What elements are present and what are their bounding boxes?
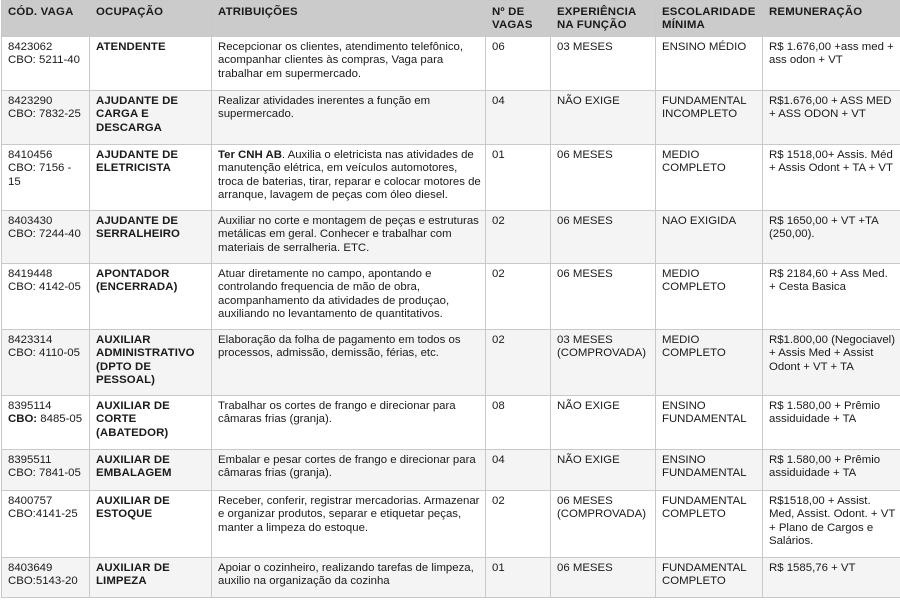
vacancy-code: 8410456 — [8, 148, 53, 161]
experience-cell: 06 MESES (COMPROVADA) — [551, 490, 656, 557]
occupation-cell: AUXILIAR DE EMBALAGEM — [90, 449, 212, 490]
salary-cell: R$ 1585,76 + VT — [763, 557, 900, 597]
vacancy-code: 8423314 — [8, 333, 53, 346]
education-cell: MEDIO COMPLETO — [656, 263, 763, 329]
experience-cell: NÃO EXIGE — [551, 449, 656, 490]
experience-cell: 06 MESES — [551, 263, 656, 329]
salary-cell: R$1.800,00 (Negociavel) + Assis Med + Assist Odont + VT + TA — [763, 329, 900, 395]
education-cell: MEDIO COMPLETO — [656, 329, 763, 395]
vacancy-code-cell — [2, 144, 90, 210]
vacancy-code: 8395114 — [8, 399, 52, 412]
cbo-value: 5143-20 — [35, 575, 78, 588]
vacancies-cell: 02 — [486, 263, 551, 329]
table-row — [2, 36, 900, 90]
occupation-cell: AUXILIAR ADMINISTRATIVO (DPTO DE PESSOAL) — [90, 329, 212, 395]
duties-cell — [212, 90, 486, 144]
occupation-cell: AUXILIAR DE CORTE (ABATEDOR) — [90, 395, 212, 449]
duties-text: Recepcionar os clientes, atendimento telefônico, acompanhar clientes às compras, Vaga para trabalhar em supermercado. — [218, 40, 464, 80]
salary-cell: R$ 1.676,00 +ass med + ass odon + VT — [763, 36, 900, 90]
education-cell: FUNDAMENTAL COMPLETO — [656, 490, 763, 557]
duties-cell — [212, 449, 486, 490]
vacancy-code-cell — [2, 490, 90, 557]
duties-cell — [212, 329, 486, 395]
cbo-code — [8, 347, 85, 360]
cbo-label: CBO: — [8, 413, 38, 426]
cbo-value: 4110-05 — [35, 347, 80, 360]
experience-cell: NÃO EXIGE — [551, 395, 656, 449]
experience-cell: 06 MESES — [551, 144, 656, 210]
experience-cell: 03 MESES (COMPROVADA) — [551, 329, 656, 395]
vacancy-code: 8395511 — [8, 453, 52, 466]
cbo-label: CBO: — [8, 54, 36, 67]
vacancy-code-cell — [2, 36, 90, 90]
vacancy-code-cell — [2, 263, 90, 329]
cbo-value: 4141-25 — [35, 508, 78, 521]
vacancies-cell: 02 — [486, 210, 551, 263]
duties-text: Elaboração da folha de pagamento em todos os processos, admissão, demissão, férias, etc. — [218, 333, 461, 360]
duties-cell — [212, 557, 486, 597]
cbo-value: 8485-05 — [37, 413, 83, 426]
cbo-value: 7156 - 15 — [8, 162, 72, 188]
salary-cell: R$ 1.580,00 + Prêmio assiduidade + TA — [763, 449, 900, 490]
salary-cell: R$ 1518,00+ Assis. Méd + Assis Odont + TA + VT — [763, 144, 900, 210]
header-vagas: Nº DE VAGAS — [486, 1, 551, 37]
cbo-code — [8, 467, 85, 480]
cbo-code — [8, 281, 85, 294]
table-row — [2, 329, 900, 395]
vacancy-code: 8400757 — [8, 494, 53, 507]
cbo-value: 4142-05 — [35, 281, 81, 294]
duties-text: Apoiar o cozinheiro, realizando tarefas de limpeza, auxilio na organização da cozinha — [218, 561, 474, 588]
occupation-cell: AUXILIAR DE ESTOQUE — [90, 490, 212, 557]
header-remuneracao: REMUNERAÇÃO — [763, 1, 900, 37]
vacancies-cell: 01 — [486, 144, 551, 210]
vacancy-code-cell — [2, 90, 90, 144]
education-cell: MEDIO COMPLETO — [656, 144, 763, 210]
experience-cell: NÃO EXIGE — [551, 90, 656, 144]
cbo-value: 7841-05 — [35, 467, 81, 480]
header-experiencia: EXPERIÊNCIA NA FUNÇÃO — [551, 1, 656, 37]
header-ocupacao: OCUPAÇÃO — [90, 1, 212, 37]
education-cell: ENSINO MÉDIO — [656, 36, 763, 90]
duties-cell — [212, 36, 486, 90]
vacancy-code-cell — [2, 449, 90, 490]
cbo-label: CBO: — [8, 108, 36, 121]
cbo-label: CBO: — [8, 162, 36, 175]
occupation-cell: ATENDENTE — [90, 36, 212, 90]
cbo-label: CBO: — [8, 281, 36, 294]
cbo-code — [8, 54, 85, 67]
salary-cell: R$1.676,00 + ASS MED + ASS ODON + VT — [763, 90, 900, 144]
cbo-code — [8, 228, 85, 241]
cbo-code — [8, 413, 85, 426]
duties-text: . Auxilia o eletricista nas atividades de manutenção elétrica, em veículos automotores, troca de baterias, tirar, reparar e colocar motores de arranque, lavagem de peças com óleo diesel. — [218, 148, 481, 202]
vacancy-code-cell — [2, 557, 90, 597]
table-row — [2, 557, 900, 597]
cbo-label: CBO: — [8, 467, 36, 480]
occupation-cell: AUXILIAR DE LIMPEZA — [90, 557, 212, 597]
salary-cell: R$ 2184,60 + Ass Med. + Cesta Basica — [763, 263, 900, 329]
duties-cell — [212, 210, 486, 263]
experience-cell: 03 MESES — [551, 36, 656, 90]
duties-text: Embalar e pesar cortes de frango e direcionar para câmaras frias (granja). — [218, 453, 476, 480]
vacancies-cell: 08 — [486, 395, 551, 449]
vacancies-cell: 02 — [486, 329, 551, 395]
vacancy-code: 8419448 — [8, 267, 53, 280]
cbo-value: 7244-40 — [35, 228, 81, 241]
table-row — [2, 263, 900, 329]
vacancy-code-cell — [2, 210, 90, 263]
education-cell: NAO EXIGIDA — [656, 210, 763, 263]
table-row — [2, 210, 900, 263]
vacancies-cell: 06 — [486, 36, 551, 90]
education-cell: FUNDAMENTAL INCOMPLETO — [656, 90, 763, 144]
duties-text: Receber, conferir, registrar mercadorias. Armazenar e organizar produtos, separar e etiquetar peças, manter a limpeza do estoque. — [218, 494, 480, 534]
vacancy-code: 8423290 — [8, 94, 53, 107]
table-row — [2, 490, 900, 557]
vacancy-code: 8403430 — [8, 214, 53, 227]
cbo-label: CBO: — [8, 508, 36, 521]
education-cell: ENSINO FUNDAMENTAL — [656, 449, 763, 490]
vacancy-code: 8423062 — [8, 40, 53, 53]
vacancies-cell: 04 — [486, 90, 551, 144]
occupation-cell: AJUDANTE DE CARGA E DESCARGA — [90, 90, 212, 144]
table-row — [2, 144, 900, 210]
duties-text: Realizar atividades inerentes a função em supermercado. — [218, 94, 431, 121]
education-cell: FUNDAMENTAL COMPLETO — [656, 557, 763, 597]
salary-cell: R$ 1.580,00 + Prêmio assiduidade + TA — [763, 395, 900, 449]
cbo-code — [8, 162, 85, 189]
experience-cell: 06 MESES — [551, 557, 656, 597]
occupation-cell: APONTADOR (ENCERRADA) — [90, 263, 212, 329]
job-vacancies-table — [1, 0, 900, 598]
header-atribuicoes: ATRIBUIÇÕES — [212, 1, 486, 37]
cbo-code — [8, 575, 85, 588]
vacancies-cell: 04 — [486, 449, 551, 490]
vacancies-cell: 02 — [486, 490, 551, 557]
education-cell: ENSINO FUNDAMENTAL — [656, 395, 763, 449]
cbo-label: CBO: — [8, 228, 36, 241]
duties-cell — [212, 490, 486, 557]
header-escolaridade: ESCOLARIDADE MÍNIMA — [656, 1, 763, 37]
experience-cell: 06 MESES — [551, 210, 656, 263]
salary-cell: R$1518,00 + Assist. Med, Assist. Odont. + VT + Plano de Cargos e Salários. — [763, 490, 900, 557]
table-row — [2, 395, 900, 449]
table-row — [2, 449, 900, 490]
duties-cell — [212, 263, 486, 329]
cbo-value: 5211-40 — [35, 54, 80, 67]
cbo-label: CBO: — [8, 575, 36, 588]
header-cod: CÓD. VAGA — [2, 1, 90, 37]
duties-text: Auxiliar no corte e montagem de peças e estruturas metálicas em geral. Conhecer e trabalhar com materiais de serralheria. ETC. — [218, 214, 479, 254]
table-row — [2, 90, 900, 144]
cbo-code — [8, 108, 85, 121]
duties-text: Atuar diretamente no campo, apontando e controlando frequencia de mão de obra, acompanhamento da atividades de produçao, auxiliando no levantamento de quantitativos. — [218, 267, 450, 321]
table-header-row — [2, 1, 900, 37]
table-body — [2, 36, 900, 597]
cbo-value: 7832-25 — [35, 108, 81, 121]
duties-cell — [212, 395, 486, 449]
duties-prefix: Ter CNH AB — [218, 148, 282, 161]
vacancies-cell: 01 — [486, 557, 551, 597]
duties-text: Trabalhar os cortes de frango e direcionar para câmaras frias (granja). — [218, 399, 456, 426]
occupation-cell: AJUDANTE DE SERRALHEIRO — [90, 210, 212, 263]
cbo-label: CBO: — [8, 347, 36, 360]
vacancy-code-cell — [2, 395, 90, 449]
occupation-cell: AJUDANTE DE ELETRICISTA — [90, 144, 212, 210]
cbo-code — [8, 508, 85, 521]
vacancy-code-cell — [2, 329, 90, 395]
vacancy-code: 8403649 — [8, 561, 53, 574]
duties-cell — [212, 144, 486, 210]
salary-cell: R$ 1650,00 + VT +TA (250,00). — [763, 210, 900, 263]
